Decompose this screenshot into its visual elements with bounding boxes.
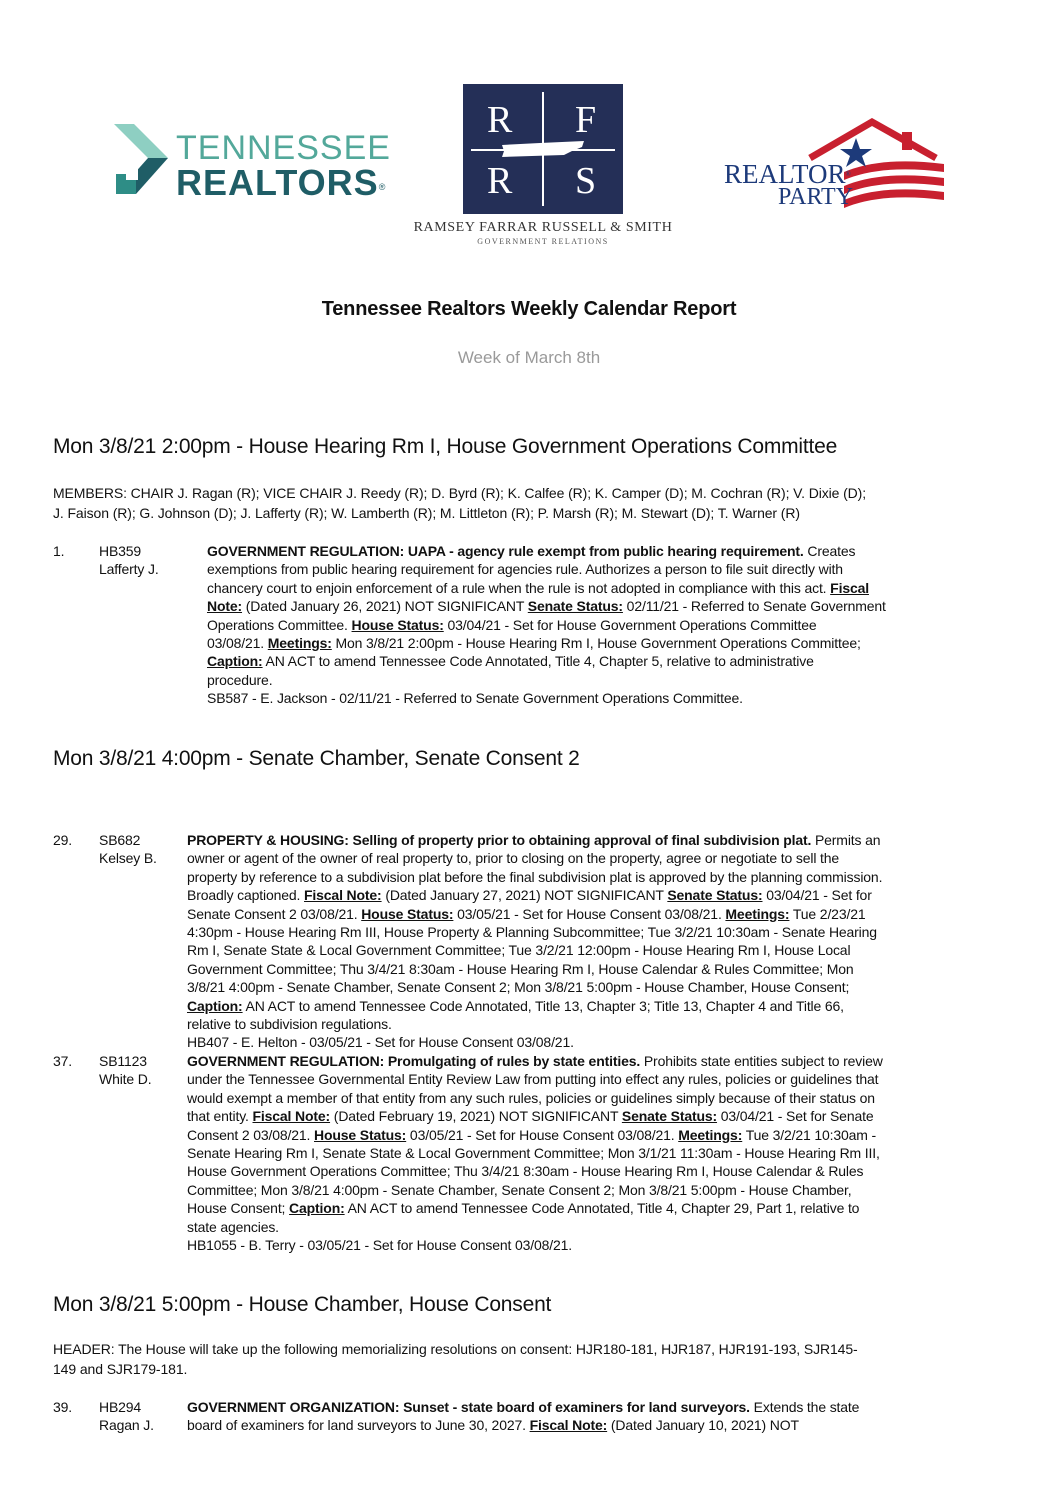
description-line [187,1070,883,1088]
description-text: property by reference to a subdivision plat before the final subdivision plat is approved by the planning commission. [187,868,883,885]
description-line [187,923,882,941]
description-text: under the Tennessee Governmental Entity Review Law from putting into effect any rules, policies or guidelines that [187,1071,879,1088]
description-line [187,1089,883,1107]
description-text: board of examiners for land surveyors to June 30, 2027. [187,1417,530,1434]
description-text: Extends the state [749,1399,860,1415]
section-heading: Mon 3/8/21 5:00pm - House Chamber, House Consent [53,1293,552,1316]
description-text: Tue 2/23/21 [789,905,866,922]
description-text: Senate Consent 2 03/08/21. [187,905,362,922]
field-label: Meetings: [267,635,332,652]
description-line [207,560,886,578]
realtor-wordmark: REALTOR® [724,159,851,189]
description-text: chancery court to enjoin enforcement of a rule when the rule is not adopted in compliance with this act. [207,579,831,596]
rfrs-logo [463,84,623,214]
description-line [187,978,882,996]
field-label: Caption: [187,997,243,1014]
description-text: that entity. [187,1108,253,1125]
description-line [187,868,882,886]
field-label: Fiscal Note: [252,1108,331,1125]
bill-description [207,542,886,708]
description-line [187,1033,882,1051]
description-text: Senate Hearing Rm I, Senate State & Local Government Committee; Mon 3/1/21 11:30am - House Hearing Rm III, [187,1145,880,1162]
bill-summary-title: GOVERNMENT REGULATION: Promulgating of rules by state entities. [187,1053,641,1069]
rfrs-letter: R [487,160,513,202]
description-text: Mon 3/8/21 2:00pm - House Hearing Rm I, House Government Operations Committee; [331,635,861,652]
description-text: Operations Committee. [207,616,352,633]
section-heading: Mon 3/8/21 4:00pm - Senate Chamber, Senate Consent 2 [53,747,580,770]
field-label: Fiscal Note: [529,1417,608,1434]
field-label: Fiscal Note: [304,887,382,904]
description-line [187,831,882,849]
description-text: Broadly captioned. [187,887,305,904]
bill-sponsor: White D. [99,1071,152,1088]
header-note-line: HEADER: The House will take up the following memorializing resolutions on consent: HJR180-181, HJR187, HJR191-193, SJR145- [53,1341,858,1357]
header-note-line: 149 and SJR179-181. [53,1361,188,1377]
description-text: Creates [803,543,856,559]
field-label: Meetings: [725,905,790,922]
report-subtitle: Week of March 8th [457,348,601,367]
description-text: HB1055 - B. Terry - 03/05/21 - Set for House Consent 03/08/21. [187,1237,572,1254]
description-line [207,597,886,615]
rfrs-letter: R [487,99,513,141]
description-line [187,1398,859,1416]
field-label: Senate Status: [527,598,623,615]
field-label: Caption: [289,1200,345,1217]
description-line [187,1199,883,1217]
description-text: HB407 - E. Helton - 03/05/21 - Set for House Consent 03/08/21. [187,1034,574,1051]
description-line [187,1126,883,1144]
description-text: Rm I, Senate State & Local Government Committee; Tue 3/2/21 12:00pm - House Hearing Rm I, House Local [187,942,851,959]
field-label: Senate Status: [667,887,763,904]
bill-number: HB359 [99,543,142,559]
description-text: (Dated February 19, 2021) NOT SIGNIFICANT [330,1108,622,1125]
description-line [187,941,882,959]
description-text: Prohibits state entities subject to review [640,1053,883,1069]
description-text: 03/04/21 - Set for [762,887,872,904]
field-label: Note: [207,598,243,615]
field-label: Meetings: [678,1126,743,1143]
description-text: House Consent; [187,1200,290,1217]
description-text: 03/04/21 - Set for Senate [717,1108,874,1125]
members-line: MEMBERS: CHAIR J. Ragan (R); VICE CHAIR J. Reedy (R); D. Byrd (R); K. Calfee (R); K. Camper (D); M. Cochran (R); V. Dixie (D); [53,485,867,501]
description-text: procedure. [207,671,273,688]
description-text: 03/05/21 - Set for House Consent 03/08/21. [406,1126,679,1143]
description-line [207,689,886,707]
description-line [187,1416,859,1434]
bill-number: HB294 [99,1399,142,1415]
description-text: would exempt a member of that entity from any such rules, policies or guidelines simply because of their status on [187,1089,875,1106]
bill-sponsor: Lafferty J. [99,561,159,578]
description-text: owner or agent of the owner of real property to, prior to closing on the property, agree or negotiate to sell the [187,850,840,867]
item-number: 1. [53,543,65,559]
field-label: House Status: [361,905,454,922]
description-line [187,905,882,923]
item-number: 29. [53,832,73,848]
field-label: Fiscal [830,579,869,596]
bill-sponsor: Kelsey B. [99,850,157,867]
description-text: 03/04/21 - Set for House Government Operations Committee [443,616,817,633]
description-line [187,1162,883,1180]
description-text: AN ACT to amend Tennessee Code Annotated, Title 13, Chapter 3; Title 13, Chapter 4 and Title 66, [242,997,844,1014]
description-text: AN ACT to amend Tennessee Code Annotated, Title 4, Chapter 29, Part 1, relative to [344,1200,860,1217]
field-label: Caption: [207,653,263,670]
description-text: relative to subdivision regulations. [187,1016,392,1033]
description-text: 03/05/21 - Set for House Consent 03/08/21. [453,905,726,922]
description-text: Consent 2 03/08/21. [187,1126,314,1143]
description-text: House Government Operations Committee; Thu 3/4/21 8:30am - House Hearing Rm I, House Calendar & Rules [187,1163,864,1180]
description-line [187,1218,883,1236]
section-heading: Mon 3/8/21 2:00pm - House Hearing Rm I, House Government Operations Committee [53,435,838,458]
description-text: Permits an [811,832,881,848]
field-label: House Status: [314,1126,407,1143]
description-line [207,616,886,634]
description-text: 3/8/21 4:00pm - Senate Chamber, Senate Consent 2; Mon 3/8/21 5:00pm - House Chamber, House Consent; [187,979,850,996]
description-line [187,886,882,904]
description-line [187,1052,883,1070]
description-text: 03/08/21. [207,635,268,652]
bill-description [187,831,882,1052]
field-label: Senate Status: [621,1108,718,1125]
section-header-note [53,1339,1003,1379]
description-text: (Dated January 10, 2021) NOT [607,1417,799,1434]
description-text: 02/11/21 - Referred to Senate Government [622,598,886,615]
tennessee-realtors-mark-icon [112,120,172,198]
description-text: SB587 - E. Jackson - 02/11/21 - Referred to Senate Government Operations Committee. [207,690,743,707]
description-text: (Dated January 27, 2021) NOT SIGNIFICANT [381,887,668,904]
description-line [207,542,886,560]
rfrs-letter: S [575,160,597,202]
description-text: state agencies. [187,1218,279,1235]
bill-summary-title: GOVERNMENT REGULATION: UAPA - agency rule exempt from public hearing requirement. [207,543,804,559]
description-text: Committee; Mon 3/8/21 4:00pm - Senate Chamber, Senate Consent 2; Mon 3/8/21 5:00pm - House Chamber, [187,1181,852,1198]
item-number: 37. [53,1053,73,1069]
field-label: House Status: [351,616,444,633]
members-line: J. Faison (R); G. Johnson (D); J. Lafferty (R); W. Lamberth (R); M. Littleton (R); P. Marsh (R); M. Stewart (D); T. Warner (R) [53,505,800,521]
description-text: exemptions from public hearing requirement for agencies rule. Authorizes a person to file suit directly with [207,561,843,578]
description-line [187,1144,883,1162]
description-line [187,1015,882,1033]
description-line [187,1107,883,1125]
description-text: Tue 3/2/21 10:30am - [742,1126,877,1143]
realtors-wordmark: REALTORS® [176,162,387,203]
description-line [187,1181,883,1199]
description-text: (Dated January 26, 2021) NOT SIGNIFICANT [242,598,528,615]
bill-description [187,1052,883,1254]
realtor-party-logo [722,118,946,214]
bill-number: SB682 [99,832,141,848]
description-line [207,671,886,689]
rfrs-letter: F [575,99,597,141]
bill-description [187,1398,859,1435]
description-line [187,960,882,978]
bill-number: SB1123 [99,1053,147,1069]
header-logos [0,0,1058,260]
tennessee-realtors-logo [112,118,391,208]
item-number: 39. [53,1399,73,1415]
rfrs-firm-name: RAMSEY FARRAR RUSSELL & SMITH [413,220,673,235]
report-title: Tennessee Realtors Weekly Calendar Report [321,298,737,320]
bill-summary-title: PROPERTY & HOUSING: Selling of property prior to obtaining approval of final subdivision plat. [187,832,812,848]
description-line [187,849,882,867]
committee-members [53,483,1003,523]
description-line [207,579,886,597]
description-line [207,634,886,652]
description-line [187,1236,883,1254]
tennessee-wordmark: TENNESSEE [176,129,391,167]
description-line [207,652,886,670]
bill-sponsor: Ragan J. [99,1417,154,1434]
description-text: AN ACT to amend Tennessee Code Annotated, Title 4, Chapter 5, relative to administrative [262,653,814,670]
description-text: 4:30pm - House Hearing Rm III, House Property & Planning Subcommittee; Tue 3/2/21 10:30am - Senate Hearing [187,924,877,941]
party-wordmark: PARTY [778,184,854,210]
tennessee-state-outline-icon [500,139,586,159]
rfrs-tagline: GOVERNMENT RELATIONS [477,237,609,246]
description-line [187,997,882,1015]
description-text: Government Committee; Thu 3/4/21 8:30am - House Hearing Rm I, House Calendar & Rules Committee; Mon [187,960,854,977]
bill-summary-title: GOVERNMENT ORGANIZATION: Sunset - state board of examiners for land surveyors. [187,1399,750,1415]
